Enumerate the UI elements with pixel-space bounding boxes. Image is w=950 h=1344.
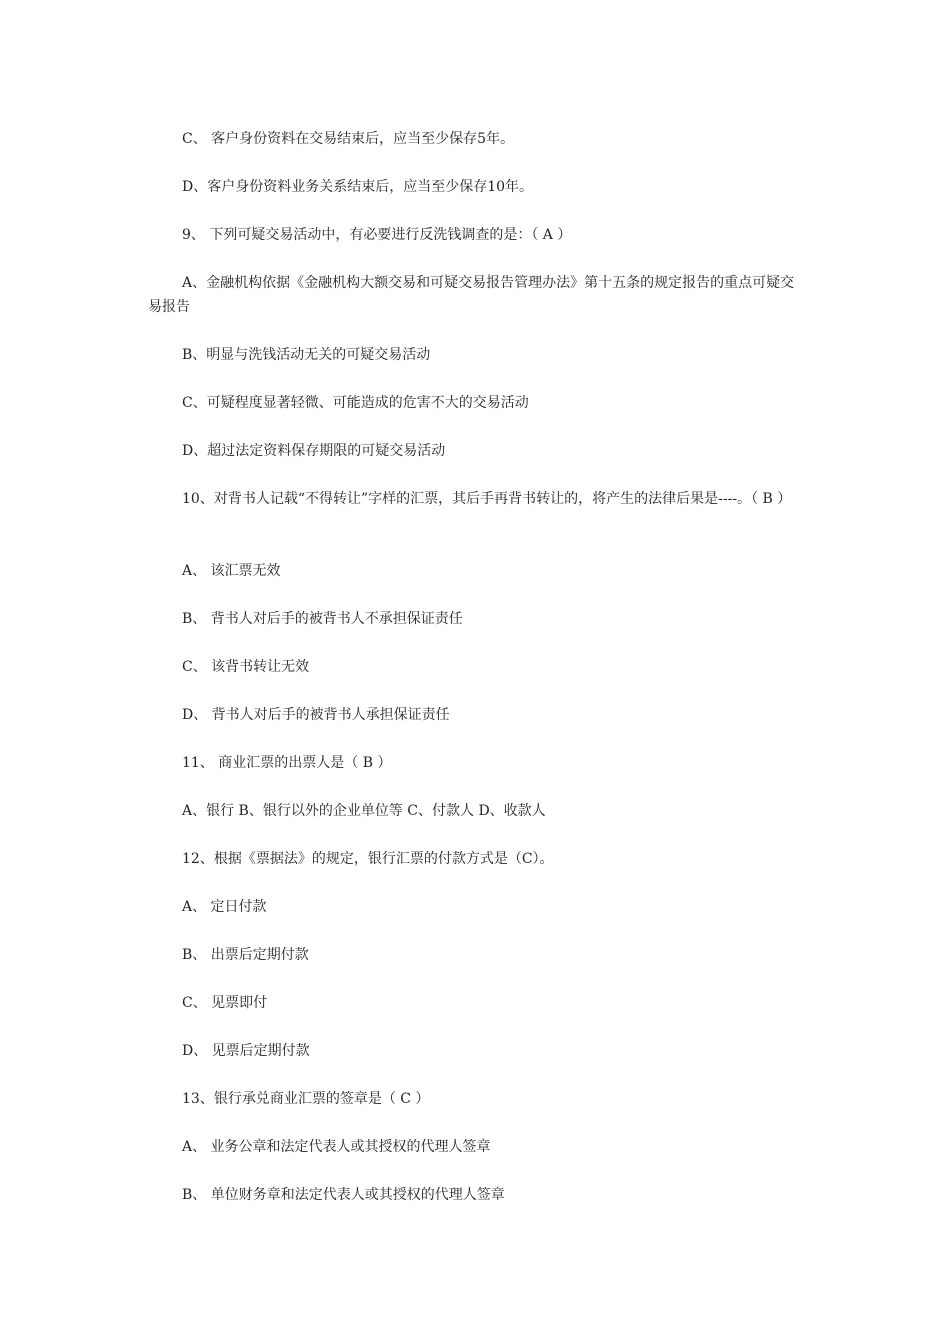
option-13b: B、 单位财务章和法定代表人或其授权的代理人签章: [182, 1187, 505, 1203]
question-9: 9、 下列可疑交易活动中，有必要进行反洗钱调查的是：（ A ）: [182, 227, 572, 243]
option-12c: C、 见票即付: [182, 995, 268, 1011]
option-8d: D、客户身份资料业务关系结束后，应当至少保存10年。: [182, 179, 534, 195]
option-9a: A、金融机构依据《金融机构大额交易和可疑交易报告管理办法》第十五条的规定报告的重点可疑交易报告: [148, 275, 795, 315]
option-8c: C、 客户身份资料在交易结束后，应当至少保存5年。: [182, 131, 515, 147]
option-12b: B、 出票后定期付款: [182, 947, 309, 963]
option-13a: A、 业务公章和法定代表人或其授权的代理人签章: [182, 1139, 491, 1155]
option-10d: D、 背书人对后手的被背书人承担保证责任: [182, 707, 450, 723]
question-13: 13、银行承兑商业汇票的签章是（ C ）: [182, 1091, 430, 1107]
options-11: A、银行 B、银行以外的企业单位等 C、付款人 D、收款人: [182, 803, 546, 819]
question-11: 11、 商业汇票的出票人是（ B ）: [182, 755, 392, 771]
option-10a: A、 该汇票无效: [182, 563, 281, 579]
question-10: 10、对背书人记载“不得转让”字样的汇票，其后手再背书转让的，将产生的法律后果是----。（ B ）: [182, 491, 792, 507]
option-12d: D、 见票后定期付款: [182, 1043, 310, 1059]
option-10c: C、 该背书转让无效: [182, 659, 310, 675]
option-10b: B、 背书人对后手的被背书人不承担保证责任: [182, 611, 463, 627]
option-9d: D、超过法定资料保存期限的可疑交易活动: [182, 443, 446, 459]
option-9b: B、明显与洗钱活动无关的可疑交易活动: [182, 347, 431, 363]
question-12: 12、根据《票据法》的规定，银行汇票的付款方式是（C）。: [182, 851, 554, 867]
option-9c: C、可疑程度显著轻微、可能造成的危害不大的交易活动: [182, 395, 529, 411]
option-12a: A、 定日付款: [182, 899, 267, 915]
